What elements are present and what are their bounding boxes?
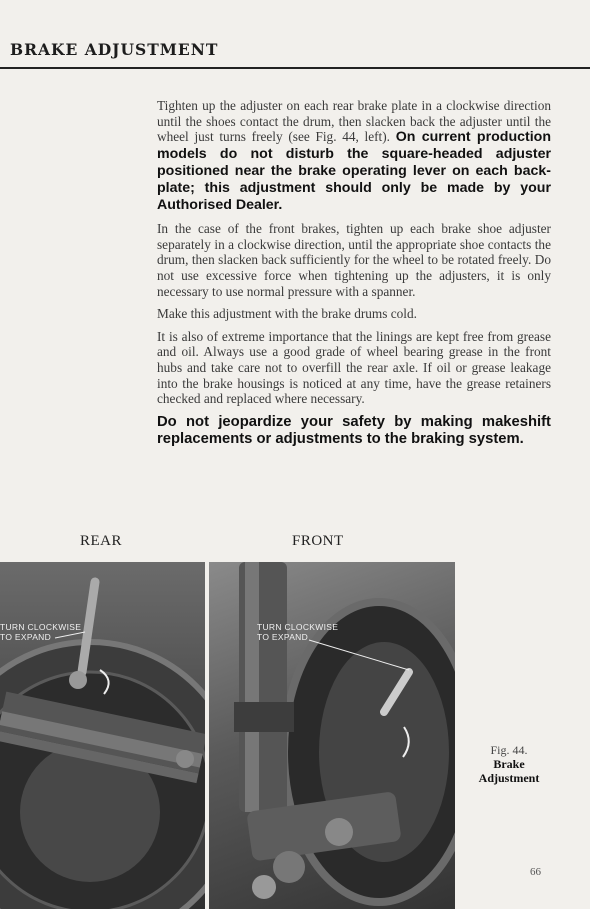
paragraph-3: Make this adjustment with the brake drums cold.: [157, 306, 417, 322]
paragraph-1-bold-note: On current production models do not disturb the square-headed adjuster positioned near the brake operating lever on each back-plate; this adjustment should only be made by your Authorised Dealer.: [157, 129, 552, 214]
body-text: [157, 98, 551, 456]
page-title: BRAKE ADJUSTMENT: [10, 40, 219, 59]
front-label: FRONT: [292, 533, 344, 549]
front-annotation: [257, 622, 338, 642]
header-rule: [0, 67, 590, 69]
front-annotation-line-1: TURN CLOCKWISE: [257, 622, 339, 632]
paragraph-4: It is also of extreme importance that the linings are kept free from grease and oil. Always use a good grade of wheel bearing grease in the front hubs and take care not to overfill the rear axle. If oil or grease leakage into the brake housings is noticed at any time, have the grease retainers checked and replaced where necessary.: [157, 328, 551, 407]
front-brake-illustration: [209, 562, 455, 909]
front-brake-photo: [209, 562, 455, 909]
paragraph-2: In the case of the front brakes, tighten up each brake shoe adjuster separately in a clockwise direction, until the appropriate shoe contacts the drum, then slacken back sufficiently for the wheel to be rotated freely. Do not use excessive force when tightening up the adjusters, it is only necessary to use normal pressure with a spanner.: [157, 221, 551, 299]
rear-brake-photo: [0, 562, 205, 909]
rear-annotation-line-2: TO EXPAND: [0, 632, 52, 642]
figure-caption: [470, 743, 548, 785]
front-annotation-line-2: TO EXPAND: [257, 632, 309, 642]
rear-annotation-line-1: TURN CLOCKWISE: [0, 622, 82, 632]
page-number: 66: [530, 866, 541, 878]
rear-label: REAR: [80, 533, 123, 549]
figure-title-line-2: Adjustment: [478, 771, 540, 785]
figure-number: Fig. 44.: [490, 743, 528, 757]
paragraph-1-text: Tighten up the adjuster on each rear brake plate in a clockwise direction until the shoes contact the drum, then slacken back the adjuster until the wheel just turns freely (see Fig. 44, left).: [157, 98, 551, 145]
rear-annotation: [0, 622, 81, 642]
paragraph-1: [157, 98, 551, 214]
figure-title-line-1: Brake: [493, 757, 525, 771]
safety-warning: Do not jeopardize your safety by making makeshift replacements or adjustments to the braking system.: [157, 413, 551, 448]
rear-brake-illustration: [0, 562, 205, 909]
